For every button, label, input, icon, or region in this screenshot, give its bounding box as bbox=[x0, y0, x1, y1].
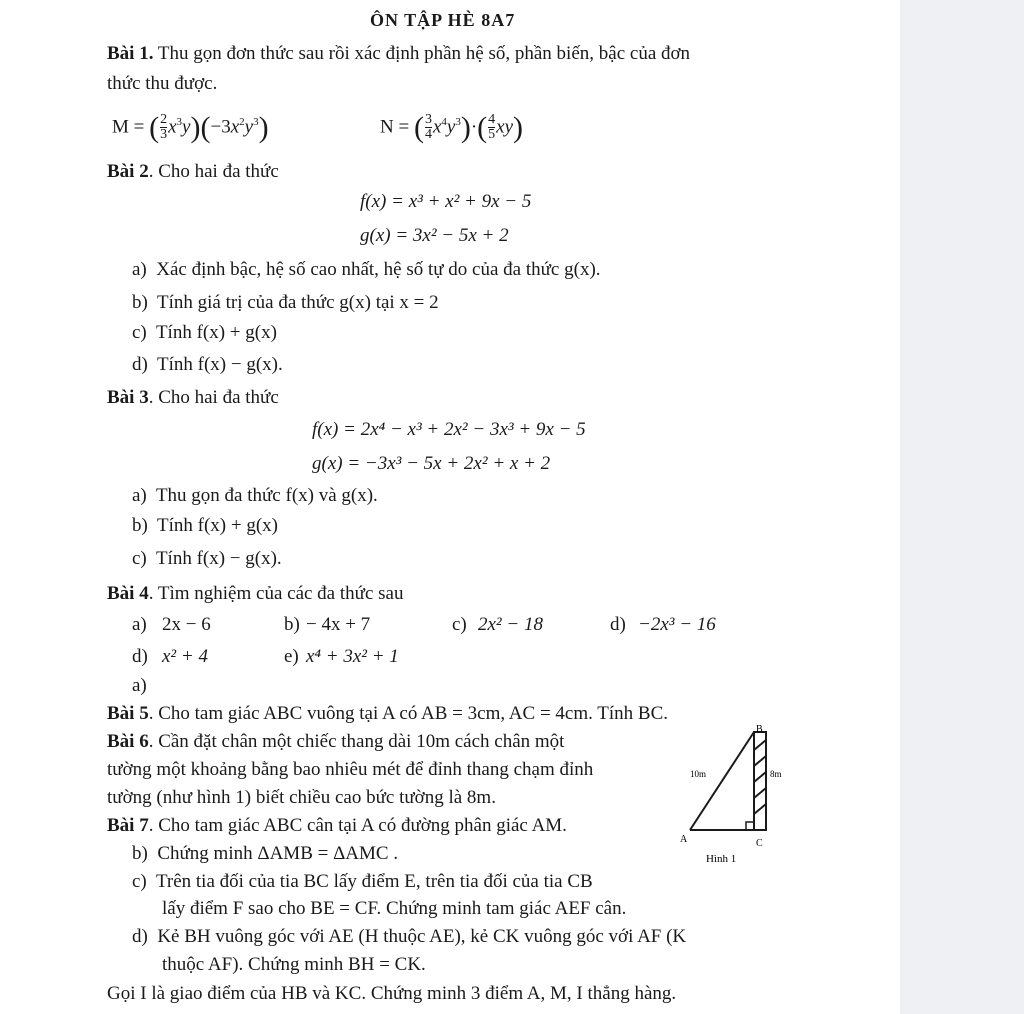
bai2-item-a: a) Xác định bậc, hệ số cao nhất, hệ số tự do của đa thức g(x). bbox=[132, 259, 601, 280]
bai1-line1: Bài 1. Thu gọn đơn thức sau rồi xác định phần hệ số, phần biến, bậc của đơn bbox=[107, 43, 691, 64]
bai7-item-b: b) Chứng minh ΔAMB = ΔAMC . bbox=[132, 843, 399, 864]
page-title: ÔN TẬP HÈ 8A7 bbox=[370, 10, 516, 30]
bai3-heading: Bài 3. Cho hai đa thức bbox=[107, 387, 279, 408]
bai6-line3: tường (như hình 1) biết chiều cao bức tường là 8m. bbox=[107, 787, 496, 808]
formula-n: N = ( $\frac{3}{4}$ $x^4y^3)\cdot$( $\frac{4}{5}$ xy) bbox=[380, 110, 524, 144]
bai4-b-label: b) bbox=[284, 614, 300, 635]
bai4-b-expr: − 4x + 7 bbox=[306, 614, 371, 635]
bai7-item-d1: d) Kẻ BH vuông góc với AE (H thuộc AE), kẻ CK vuông góc với AF (K bbox=[132, 926, 687, 947]
bai2-item-c: c) Tính f(x) + g(x) bbox=[132, 322, 277, 343]
bai2-g: g(x) = 3x² − 5x + 2 bbox=[360, 225, 509, 246]
formula-m: M = ( $\frac{2}{3}$ $x^3y)(-3x^2y^3)$ bbox=[112, 110, 269, 144]
bai7-heading: Bài 7. Cho tam giác ABC cân tại A có đường phân giác AM. bbox=[107, 815, 567, 836]
bai4-e-expr: x⁴ + 3x² + 1 bbox=[306, 646, 399, 667]
bai4-d2-label: d) bbox=[132, 646, 148, 667]
bai4-d2-expr: x² + 4 bbox=[162, 646, 208, 667]
bai2-item-b: b) Tính giá trị của đa thức g(x) tại x = 2 bbox=[132, 292, 439, 313]
bai3-g: g(x) = −3x³ − 5x + 2x² + x + 2 bbox=[312, 453, 551, 474]
bai3-item-a: a) Thu gọn đa thức f(x) và g(x). bbox=[132, 485, 378, 506]
label-c: C bbox=[756, 838, 763, 849]
bai6-line2: tường một khoảng bằng bao nhiêu mét để đỉnh thang chạm đỉnh bbox=[107, 759, 594, 780]
label-ladder-length: 10m bbox=[690, 769, 707, 779]
bai7-item-c1: c) Trên tia đối của tia BC lấy điểm E, trên tia đối của tia CB bbox=[132, 871, 593, 892]
ladder-line bbox=[690, 732, 754, 830]
bai4-a3-label: a) bbox=[132, 675, 147, 696]
bai2-item-d: d) Tính f(x) − g(x). bbox=[132, 354, 283, 375]
figure-caption: Hình 1 bbox=[706, 853, 737, 865]
bai4-a-label: a) bbox=[132, 614, 147, 635]
bai3-item-c: c) Tính f(x) − g(x). bbox=[132, 548, 282, 569]
label-wall-height: 8m bbox=[770, 769, 782, 779]
bai4-d-expr: −2x³ − 16 bbox=[638, 614, 716, 635]
ladder-figure bbox=[676, 722, 786, 872]
bai5-line: Bài 5. Cho tam giác ABC vuông tại A có AB = 3cm, AC = 4cm. Tính BC. bbox=[107, 703, 669, 724]
bai2-heading: Bài 2. Cho hai đa thức bbox=[107, 161, 279, 182]
bai4-c-expr: 2x² − 18 bbox=[478, 614, 543, 635]
bai3-item-b: b) Tính f(x) + g(x) bbox=[132, 515, 278, 536]
bai4-d-label: d) bbox=[610, 614, 626, 635]
bai4-heading: Bài 4. Tìm nghiệm của các đa thức sau bbox=[107, 583, 404, 604]
bai4-e-label: e) bbox=[284, 646, 299, 667]
bai6-line1: Bài 6. Cần đặt chân một chiếc thang dài 10m cách chân một bbox=[107, 731, 565, 752]
bai4-a-expr: 2x − 6 bbox=[162, 614, 211, 635]
bai1-line2: thức thu được. bbox=[107, 73, 218, 94]
bai2-f: f(x) = x³ + x² + 9x − 5 bbox=[360, 191, 532, 212]
bai4-c-label: c) bbox=[452, 614, 467, 635]
right-sidebar-panel bbox=[900, 0, 1024, 1014]
label-b: B bbox=[756, 724, 763, 735]
bai7-last: Gọi I là giao điểm của HB và KC. Chứng minh 3 điểm A, M, I thẳng hàng. bbox=[107, 983, 677, 1004]
right-angle-mark bbox=[746, 822, 754, 830]
bai7-item-d2: thuộc AF). Chứng minh BH = CK. bbox=[162, 954, 426, 975]
bai7-item-c2: lấy điểm F sao cho BE = CF. Chứng minh tam giác AEF cân. bbox=[162, 898, 627, 919]
label-a: A bbox=[680, 834, 688, 845]
bai3-f: f(x) = 2x⁴ − x³ + 2x² − 3x³ + 9x − 5 bbox=[312, 419, 586, 440]
